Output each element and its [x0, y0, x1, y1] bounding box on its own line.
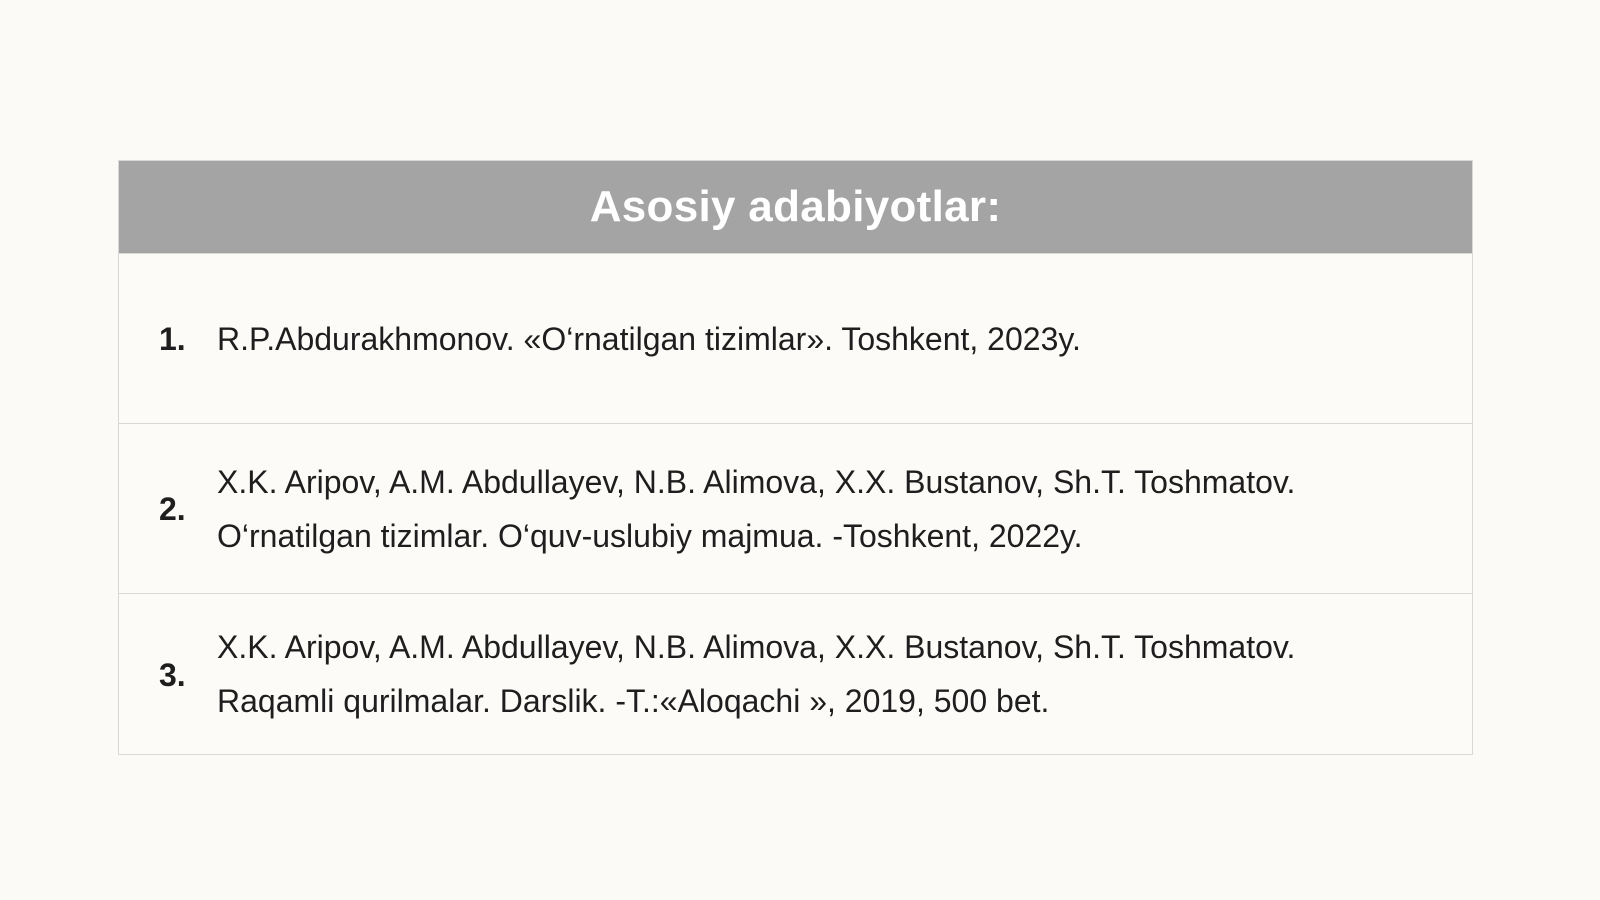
reference-line: X.K. Aripov, A.M. Abdullayev, N.B. Alimova, X.X. Bustanov, Sh.T. Toshmatov. [217, 629, 1296, 665]
reference-line: Raqamli qurilmalar. Darslik. -T.:«Aloqachi », 2019, 500 bet. [217, 683, 1050, 719]
reference-number: 3. [159, 656, 186, 693]
reference-line: R.P.Abdurakhmonov. «O‘rnatilgan tizimlar». Toshkent, 2023y. [217, 320, 1081, 357]
reference-number: 2. [159, 491, 186, 527]
reference-text [217, 620, 1295, 728]
reference-number: 1. [159, 321, 186, 357]
reference-line: X.K. Aripov, A.M. Abdullayev, N.B. Alimova, X.X. Bustanov, Sh.T. Toshmatov. [217, 463, 1296, 500]
reference-line: O‘rnatilgan tizimlar. O‘quv-uslubiy majmua. -Toshkent, 2022y. [217, 517, 1083, 554]
reference-text [217, 312, 1081, 366]
references-title: Asosiy adabiyotlar: [589, 182, 1002, 231]
references-table [118, 160, 1473, 755]
reference-row-1 [119, 253, 1472, 423]
reference-row-3 [119, 593, 1472, 754]
references-header [119, 161, 1472, 253]
reference-text [217, 455, 1295, 563]
reference-row-2 [119, 423, 1472, 593]
